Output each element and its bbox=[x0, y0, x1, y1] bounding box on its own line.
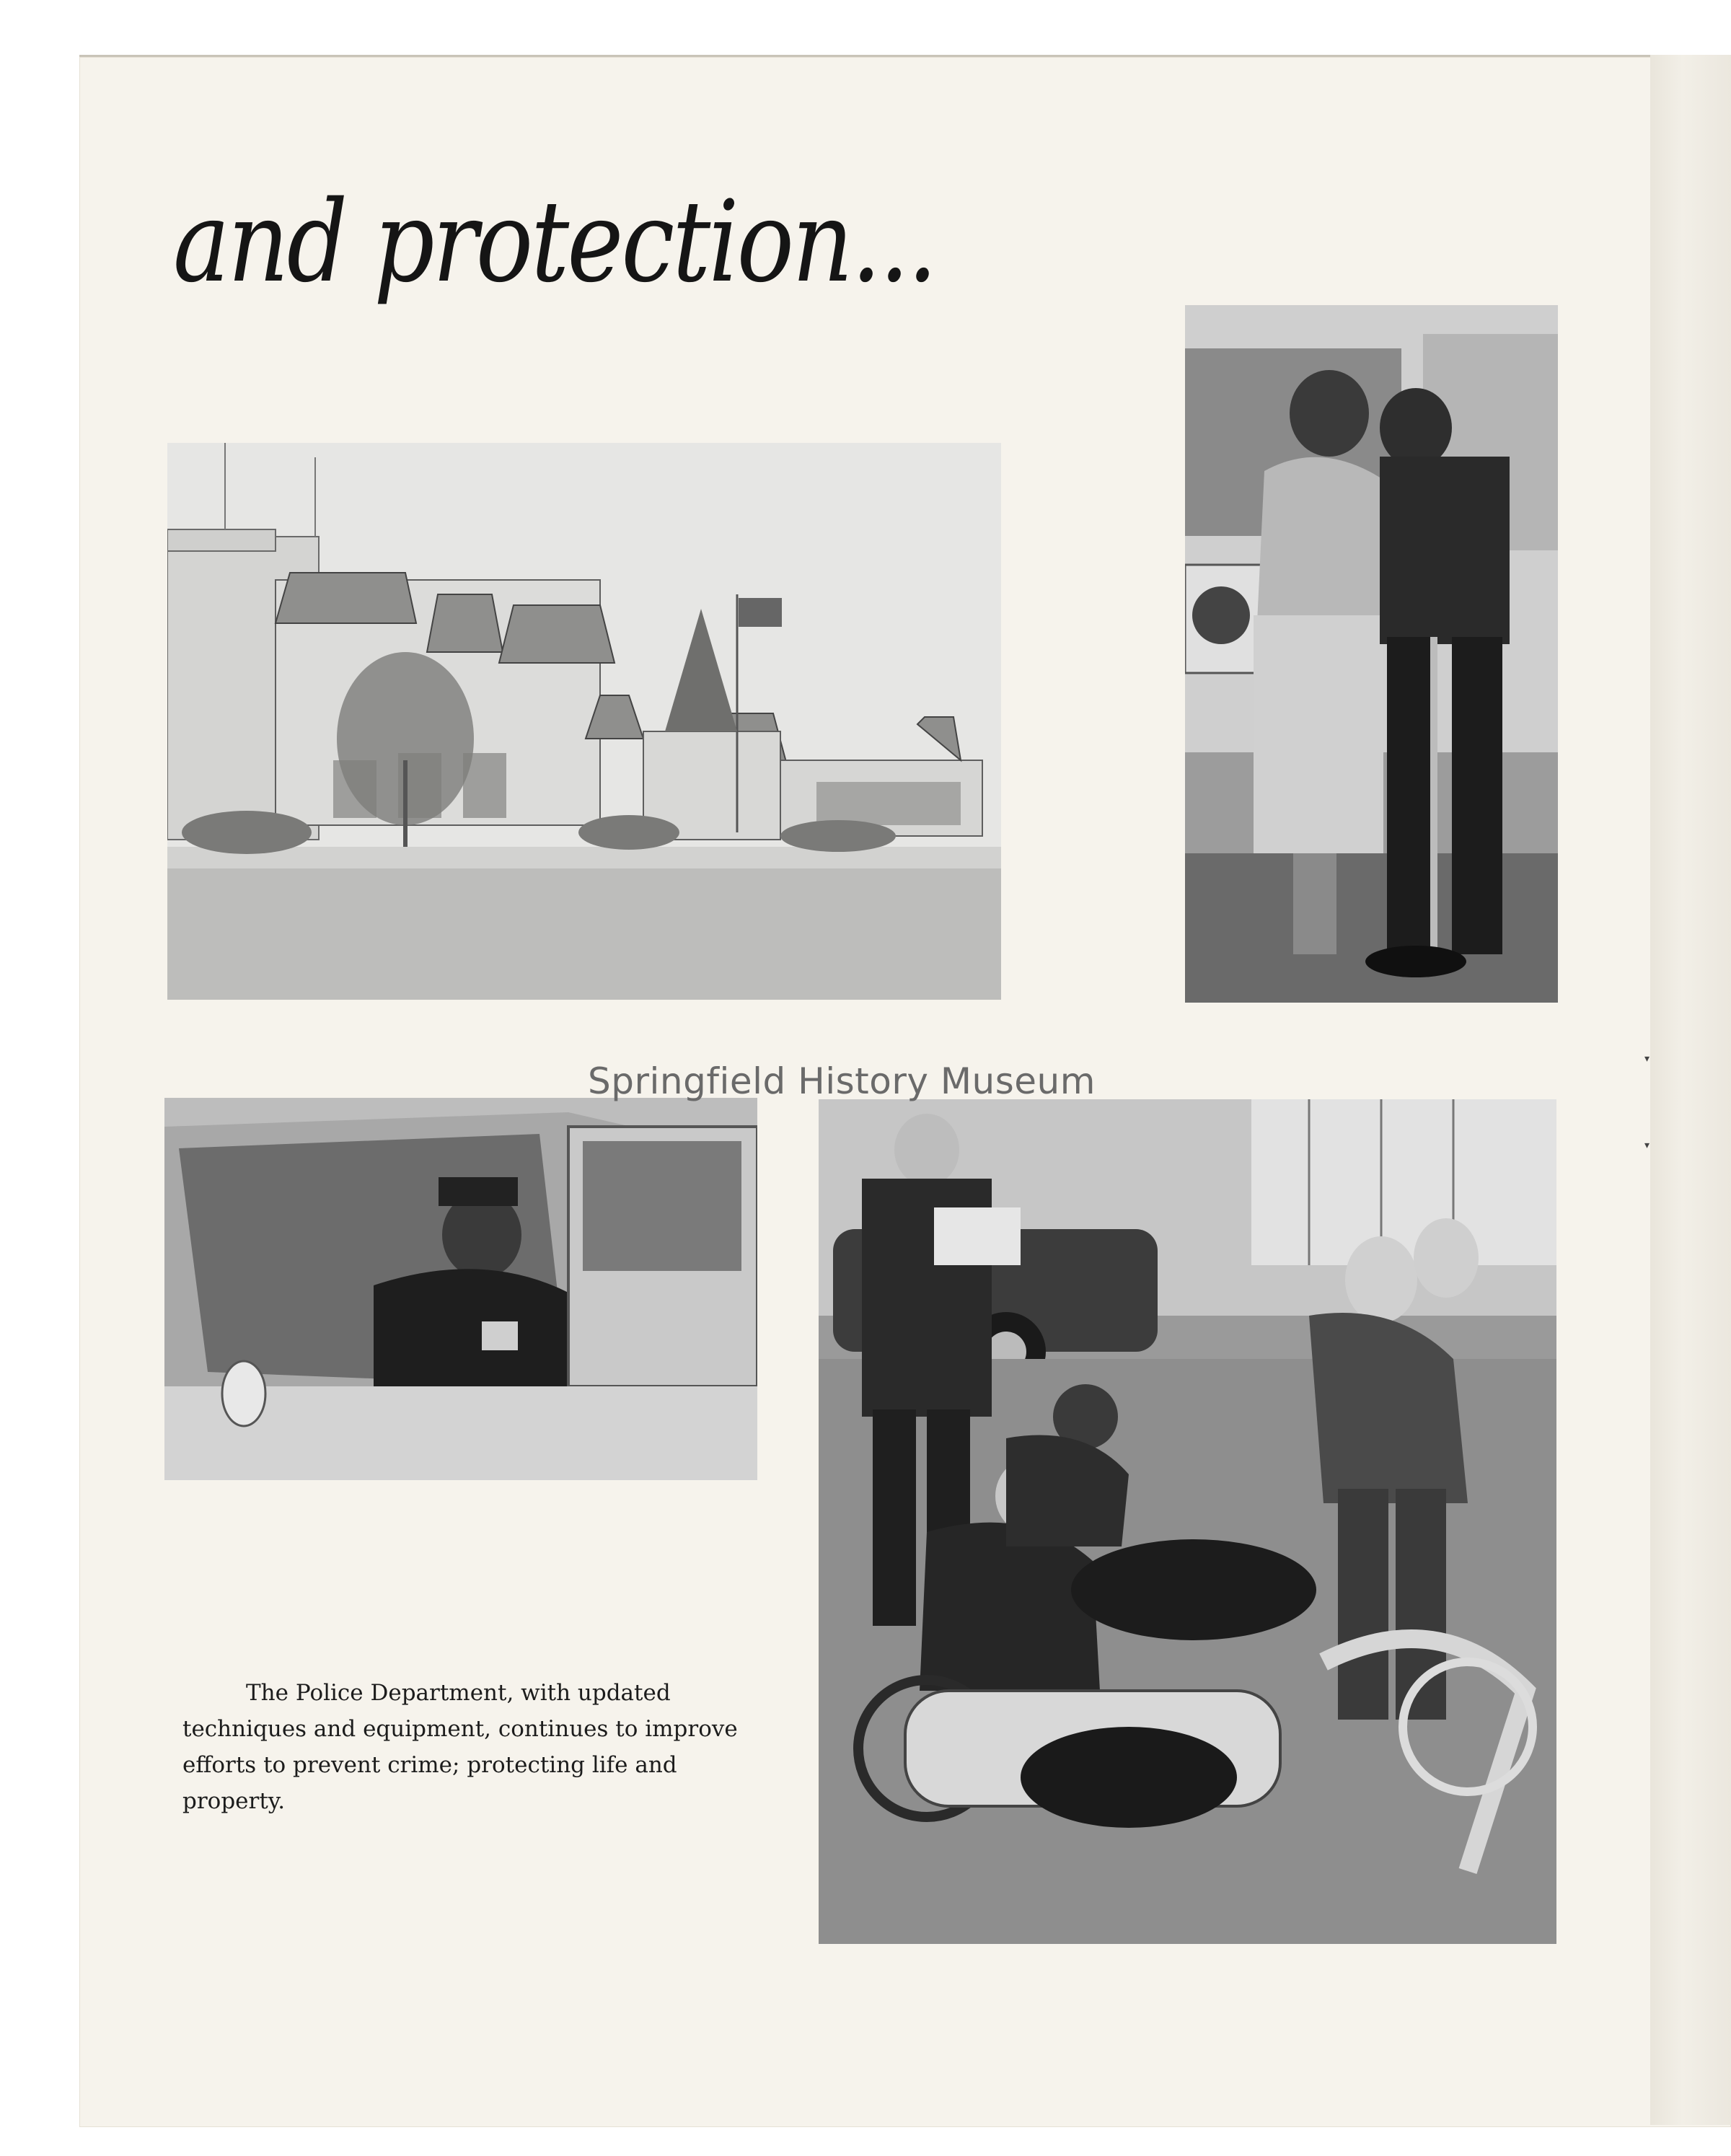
officer-in-patrol-car-photo bbox=[164, 1098, 757, 1480]
police-station-sketch bbox=[167, 443, 1001, 1000]
binding-staple-mark: ▾ bbox=[1644, 1053, 1650, 1065]
page-heading: and protection... bbox=[173, 177, 935, 308]
photo-caption: The Police Department, with updated techniques and equipment, continues to improve efforts to prevent crime; protecting life and property. bbox=[182, 1680, 738, 1814]
officer-helping-person-photo bbox=[1185, 305, 1558, 1003]
officer-in-patrol-car-image bbox=[164, 1098, 757, 1480]
museum-watermark: Springfield History Museum bbox=[588, 1060, 1096, 1102]
binding-staple-mark: ▾ bbox=[1644, 1140, 1650, 1151]
next-page-edge bbox=[1650, 55, 1731, 2125]
motorcycle-accident-scene-image bbox=[819, 1099, 1556, 1944]
police-station-sketch-illustration bbox=[167, 443, 1001, 1000]
motorcycle-accident-scene-photo bbox=[819, 1099, 1556, 1944]
officer-helping-person-image bbox=[1185, 305, 1558, 1003]
